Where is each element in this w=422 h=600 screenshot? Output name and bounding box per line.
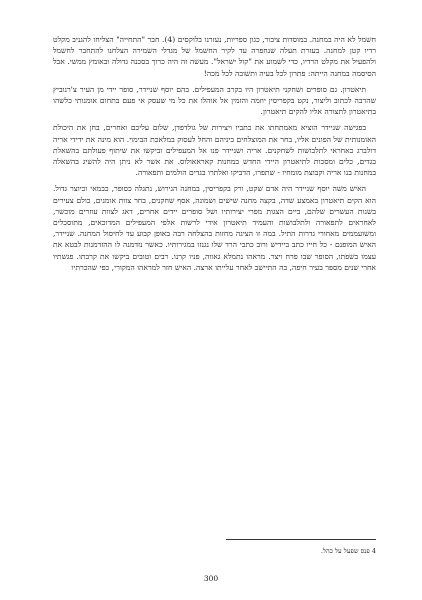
paragraph-schneider: האיש משה יוסף שניידר היה אדם שקט, ורק בקפריסין, במחנה הגירוש, נתגלה כסופר, כבמאי וכיוצר גדול. הוא הקים תיאטרון באמצע שדה, בקצה מחנה שישים ושמונה, אסף שחקנים, בחר צוות אומנים, כולם צעירים בשנות העשרים שלהם, ביים הצגות מפרי יצירותיו ושל סופרים יידים אחרים, דאג לצוות עוזרים מוכשר, לאחראים לתפאורה ולתלבושות והעמיד תיאטרון אידי לרשות אלפי המעפילים המדוכאים, מתוסכלים ומשועממים מאחורי גדרות התיל. במה זו הציגה מחזות בהצלחה רבה באופן קבוע עד לחיסול המחנה. שניידר, האיש המופנם - כל חייו כתב ביידיש ורוב כתבי הרד שלו נגנזו במגירותיו. כאשר נזדמנה לו ההזדמנות לבטא את עצמו בשפתו, הסופר שבו פרח ויצר. מראהו נתמלא גאווה, פניו קרנו. רבים וטובים ביקשו את קרבתו. פגשתיו אחרי שנים מספר בעיר חיפה, בה התיישב לאחר עלייתו ארצה. האיש חזר למראהו המקורי, כפי שהכרתיו xyxy=(53,184,376,272)
page-number: 300 xyxy=(203,574,219,583)
body-text xyxy=(53,34,376,273)
footnote-separator xyxy=(226,539,376,540)
paragraph-theater: תיאטרון. גם סופרים ושחקני תיאטרון היו בקרב המעפילים. בהם יוסף שניידר, סופר יידי מן העיר צ'רנוביץ שהרבה לכתוב וליצור, נקט בקפריסין יוזמה והזמין אל אוהלו את כל מי שעסק אי פעם בתחום אומנותי כלשהו בתיאטרון לתצורה אליו להקים תיאטרון. xyxy=(53,84,376,117)
paragraph-meeting: בפגישה שניידר הוציא מאמתחתו את כתביו ויצירות של גולדפדן, שלום עליכם ואחרים, בחן את היכולת האומנותית של הפונים אליו, בחר את המוצלחים ביניהם והחל לעסוק במלאכת הבימוי. הוא מינה את ידידי אריה דולברג כאחראי לתלבושות לשחקנים. אריה ושניידר פנו אל המעפילים וביקשו את שיתוף פעולתם בהשאלת בגדים, כלים ומסכות לתיאטרון היידי החדש במחנות קאראאולוס. את אשר לא ניתן היה להשיג בהשאלה במחנות בנו אריה וקבוצת מומחיו - שתפרו, הדביקו ואלתרו בגדים הולמים ותפאורה. xyxy=(53,123,376,178)
footnote: 4 פנס שפעל על כהל. xyxy=(320,547,376,555)
paragraph-electricity: חשמל לא היה במחנה. במוסדות ציבור, כגון ספריות, נעזרנו בלוקסים (4). חבר "התחייה" הצליחו להגניב מקלט רדיו קטן למחנה. בעזרת תעלה שנחפרה עד לקיר החשמל של מגדלי השמירה הצלחנו להתחבר לחשמל ולהפעיל את מקלט הרדיו, כדי לשמוע את "קול ישראל". מעשה זה היה כרוך בסכנה גדולה ובאומץ ממשי. אבל הסיסמה במחנה הייתה: פתרון לכל בעיה ותשובה לכל מכה! xyxy=(53,35,376,78)
